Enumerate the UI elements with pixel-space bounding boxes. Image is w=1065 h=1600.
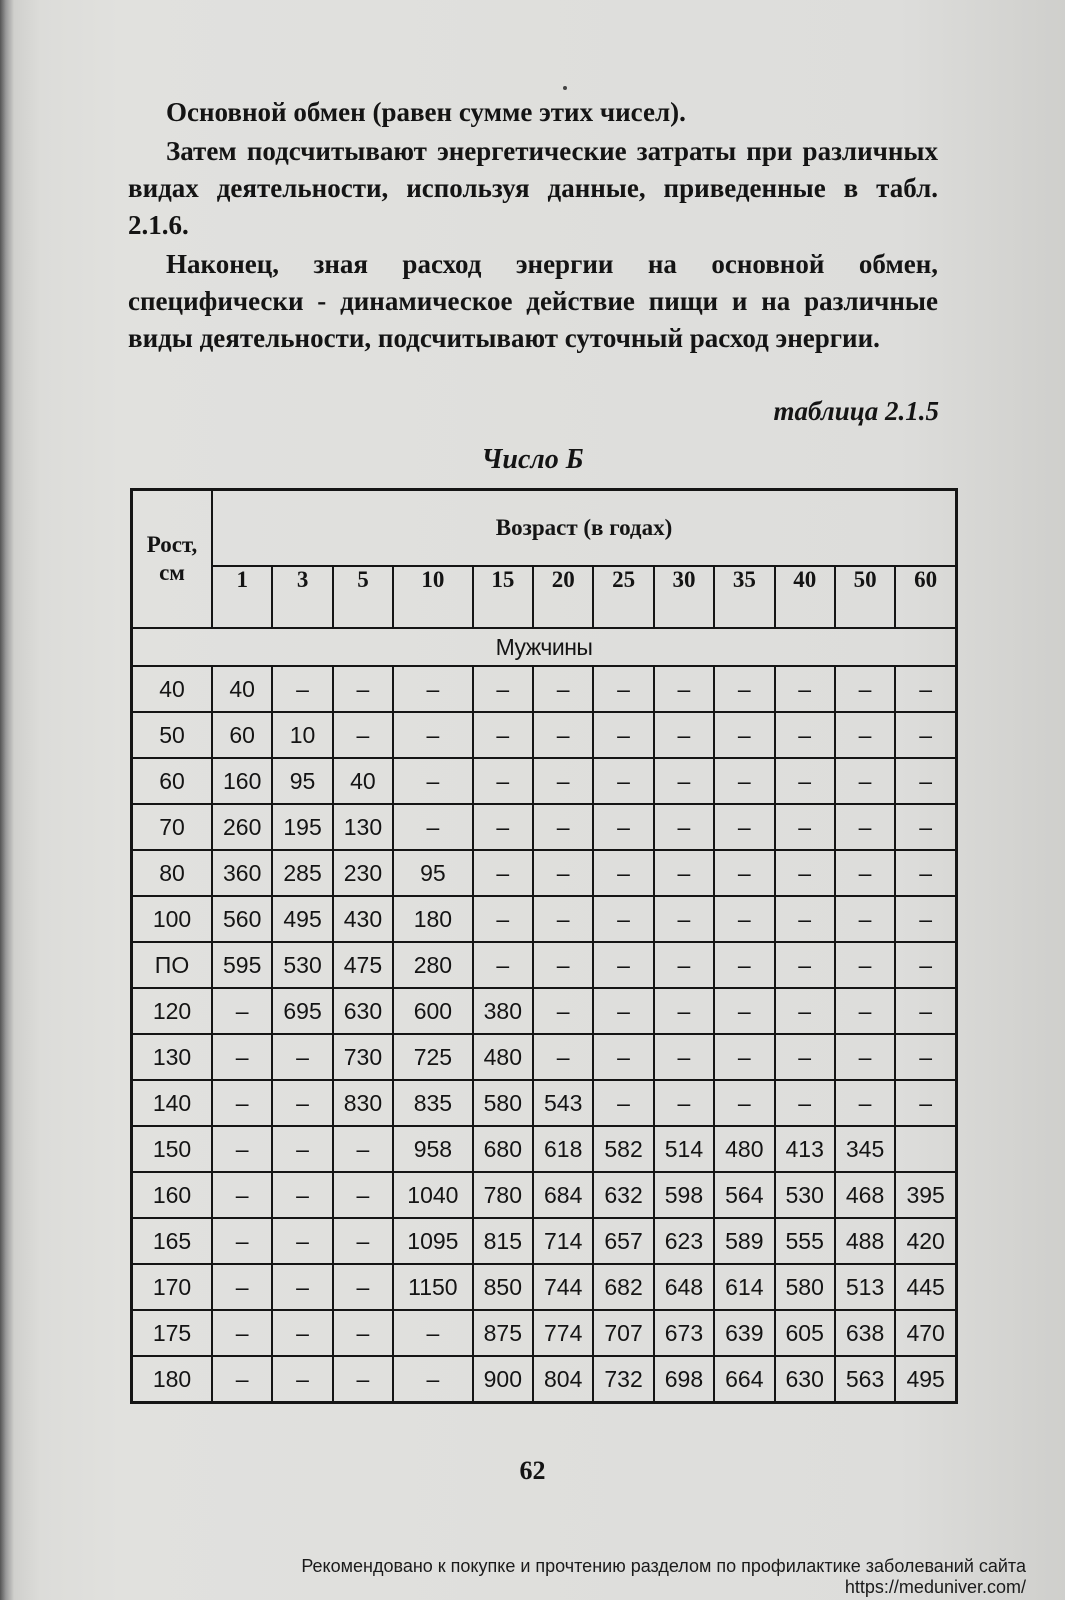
value-cell: 804 — [533, 1356, 593, 1403]
value-cell: 380 — [473, 988, 533, 1034]
value-cell: – — [212, 988, 272, 1034]
age-header-cell: 60 — [895, 566, 956, 628]
height-cell: 150 — [132, 1126, 213, 1172]
value-cell: – — [714, 712, 774, 758]
value-cell: 195 — [272, 804, 332, 850]
value-cell: 657 — [593, 1218, 653, 1264]
value-cell: – — [212, 1126, 272, 1172]
value-cell: – — [835, 850, 895, 896]
value-cell: – — [272, 1218, 332, 1264]
value-cell: – — [714, 758, 774, 804]
value-cell: 95 — [393, 850, 473, 896]
value-cell: 630 — [775, 1356, 835, 1403]
table-row — [132, 942, 957, 988]
value-cell: – — [272, 666, 332, 712]
height-cell: 70 — [132, 804, 213, 850]
age-header-cell: 1 — [212, 566, 272, 628]
value-cell: 60 — [212, 712, 272, 758]
value-cell: 480 — [714, 1126, 774, 1172]
value-cell: 530 — [775, 1172, 835, 1218]
height-cell: 50 — [132, 712, 213, 758]
value-cell: – — [212, 1172, 272, 1218]
value-cell: – — [473, 804, 533, 850]
page-number: 62 — [519, 1456, 546, 1485]
value-cell: – — [393, 804, 473, 850]
value-cell: – — [212, 1310, 272, 1356]
value-cell: – — [272, 1172, 332, 1218]
value-cell: – — [212, 1080, 272, 1126]
value-cell: – — [533, 988, 593, 1034]
value-cell: 648 — [654, 1264, 714, 1310]
value-cell: 900 — [473, 1356, 533, 1403]
age-header-cell: 5 — [333, 566, 393, 628]
row-header-height: Рост, см — [132, 490, 213, 629]
value-cell: 623 — [654, 1218, 714, 1264]
value-cell: – — [393, 758, 473, 804]
value-cell: – — [775, 896, 835, 942]
value-cell: – — [333, 1356, 393, 1403]
value-cell: 430 — [333, 896, 393, 942]
value-cell: 514 — [654, 1126, 714, 1172]
value-cell: 280 — [393, 942, 473, 988]
value-cell: 130 — [333, 804, 393, 850]
age-header-cell: 20 — [533, 566, 593, 628]
table-row — [132, 666, 957, 712]
table-row — [132, 1310, 957, 1356]
value-cell: – — [714, 666, 774, 712]
value-cell: 600 — [393, 988, 473, 1034]
value-cell: – — [533, 896, 593, 942]
height-cell: 165 — [132, 1218, 213, 1264]
paragraph-energy-costs: Затем подсчитывают энергетические затраты при различных видах деятельности, используя данные, приведенные в табл. 2.1.6. — [128, 136, 938, 240]
value-cell: 560 — [212, 896, 272, 942]
value-cell: – — [775, 758, 835, 804]
value-cell: – — [473, 666, 533, 712]
value-cell: 850 — [473, 1264, 533, 1310]
value-cell: – — [272, 1034, 332, 1080]
height-cell: 175 — [132, 1310, 213, 1356]
value-cell: 180 — [393, 896, 473, 942]
value-cell: – — [714, 804, 774, 850]
value-cell: 40 — [212, 666, 272, 712]
value-cell: 730 — [333, 1034, 393, 1080]
value-cell: – — [654, 1034, 714, 1080]
table-row — [132, 1218, 957, 1264]
value-cell: – — [775, 804, 835, 850]
value-cell: – — [593, 1034, 653, 1080]
value-cell: – — [654, 666, 714, 712]
value-cell: – — [654, 942, 714, 988]
value-cell: 614 — [714, 1264, 774, 1310]
value-cell: – — [272, 1080, 332, 1126]
table-row — [132, 1264, 957, 1310]
value-cell: 875 — [473, 1310, 533, 1356]
value-cell: – — [333, 1126, 393, 1172]
value-cell: 564 — [714, 1172, 774, 1218]
value-cell: 639 — [714, 1310, 774, 1356]
value-cell: – — [775, 712, 835, 758]
value-cell: 1150 — [393, 1264, 473, 1310]
value-cell: – — [775, 666, 835, 712]
value-cell: 695 — [272, 988, 332, 1034]
value-cell: – — [895, 850, 956, 896]
table-row — [132, 1080, 957, 1126]
value-cell: – — [212, 1218, 272, 1264]
table-row — [132, 804, 957, 850]
age-header-cell: 15 — [473, 566, 533, 628]
value-cell: 555 — [775, 1218, 835, 1264]
table-row — [132, 712, 957, 758]
table-row — [132, 1126, 957, 1172]
value-cell: 230 — [333, 850, 393, 896]
value-cell: – — [593, 896, 653, 942]
table-row — [132, 758, 957, 804]
value-cell: – — [654, 988, 714, 1034]
section-men: Мужчины — [132, 628, 957, 666]
value-cell: 632 — [593, 1172, 653, 1218]
value-cell: – — [473, 850, 533, 896]
value-cell: – — [333, 1310, 393, 1356]
value-cell: – — [473, 896, 533, 942]
value-cell: – — [654, 1080, 714, 1126]
age-header-cell: 25 — [593, 566, 653, 628]
value-cell: – — [895, 988, 956, 1034]
value-cell: – — [895, 942, 956, 988]
value-cell: – — [714, 850, 774, 896]
value-cell: – — [593, 666, 653, 712]
value-cell: – — [835, 666, 895, 712]
value-cell: – — [393, 1356, 473, 1403]
value-cell: – — [533, 758, 593, 804]
paragraph-basal-metabolism: Основной обмен (равен сумме этих чисел). — [166, 97, 686, 127]
height-cell: 80 — [132, 850, 213, 896]
value-cell: – — [835, 712, 895, 758]
value-cell: 360 — [212, 850, 272, 896]
value-cell: – — [775, 850, 835, 896]
value-cell: 589 — [714, 1218, 774, 1264]
footer-recommendation: Рекомендовано к покупке и прочтению разделом по профилактике заболеваний сайта https://meduniver.com/ — [301, 1556, 1026, 1597]
value-cell: 598 — [654, 1172, 714, 1218]
height-cell: 120 — [132, 988, 213, 1034]
value-cell: – — [533, 850, 593, 896]
value-cell: 285 — [272, 850, 332, 896]
value-cell: 595 — [212, 942, 272, 988]
value-cell: – — [593, 712, 653, 758]
height-cell: 140 — [132, 1080, 213, 1126]
value-cell: – — [835, 988, 895, 1034]
value-cell: 682 — [593, 1264, 653, 1310]
value-cell: – — [714, 1080, 774, 1126]
value-cell: – — [654, 850, 714, 896]
height-cell: 160 — [132, 1172, 213, 1218]
value-cell: – — [473, 758, 533, 804]
height-cell: 170 — [132, 1264, 213, 1310]
value-cell: – — [714, 988, 774, 1034]
height-cell: 130 — [132, 1034, 213, 1080]
age-header-row — [132, 566, 957, 628]
value-cell: 260 — [212, 804, 272, 850]
value-cell: – — [895, 758, 956, 804]
value-cell: 732 — [593, 1356, 653, 1403]
value-cell: 673 — [654, 1310, 714, 1356]
value-cell: 684 — [533, 1172, 593, 1218]
value-cell: – — [835, 758, 895, 804]
value-cell: – — [895, 804, 956, 850]
height-cell: 180 — [132, 1356, 213, 1403]
value-cell: – — [473, 942, 533, 988]
value-cell: – — [333, 1172, 393, 1218]
value-cell: 543 — [533, 1080, 593, 1126]
value-cell: 1040 — [393, 1172, 473, 1218]
value-cell: – — [835, 896, 895, 942]
value-cell: 488 — [835, 1218, 895, 1264]
print-speck — [563, 86, 567, 90]
value-cell: – — [835, 942, 895, 988]
value-cell: 513 — [835, 1264, 895, 1310]
value-cell: 680 — [473, 1126, 533, 1172]
table-row — [132, 1172, 957, 1218]
value-cell: 1095 — [393, 1218, 473, 1264]
table-row — [132, 896, 957, 942]
value-cell: 530 — [272, 942, 332, 988]
age-header-cell: 10 — [393, 566, 473, 628]
height-cell: 40 — [132, 666, 213, 712]
value-cell: 475 — [333, 942, 393, 988]
value-cell: – — [835, 1034, 895, 1080]
value-cell: – — [212, 1034, 272, 1080]
value-cell: – — [895, 1080, 956, 1126]
value-cell: – — [654, 896, 714, 942]
value-cell: – — [593, 804, 653, 850]
value-cell: 160 — [212, 758, 272, 804]
value-cell: – — [895, 896, 956, 942]
value-cell: – — [593, 1080, 653, 1126]
value-cell: – — [714, 896, 774, 942]
value-cell: 470 — [895, 1310, 956, 1356]
value-cell: – — [835, 1080, 895, 1126]
age-header-cell: 30 — [654, 566, 714, 628]
value-cell: – — [272, 1126, 332, 1172]
value-cell: – — [895, 666, 956, 712]
value-cell: – — [775, 988, 835, 1034]
page-edge-shadow — [0, 0, 14, 1600]
value-cell: – — [714, 942, 774, 988]
value-cell: 468 — [835, 1172, 895, 1218]
table-row — [132, 1356, 957, 1403]
value-cell: 395 — [895, 1172, 956, 1218]
value-cell: – — [393, 712, 473, 758]
value-cell: – — [393, 666, 473, 712]
value-cell: 815 — [473, 1218, 533, 1264]
value-cell: – — [272, 1356, 332, 1403]
age-header-cell: 50 — [835, 566, 895, 628]
table-caption: таблица 2.1.5 — [773, 396, 939, 426]
value-cell: 40 — [333, 758, 393, 804]
table-row — [132, 850, 957, 896]
value-cell: 725 — [393, 1034, 473, 1080]
value-cell: 835 — [393, 1080, 473, 1126]
value-cell: – — [895, 712, 956, 758]
number-b-table — [130, 488, 958, 1404]
value-cell — [895, 1126, 956, 1172]
value-cell: 95 — [272, 758, 332, 804]
value-cell: – — [533, 712, 593, 758]
paragraph-daily-expenditure: Наконец, зная расход энергии на основной обмен, специфически - динамическое действие пищи и на различные виды деятельности, подсчитывают суточный расход энергии. — [128, 249, 938, 353]
value-cell: 774 — [533, 1310, 593, 1356]
value-cell: 707 — [593, 1310, 653, 1356]
value-cell: 958 — [393, 1126, 473, 1172]
value-cell: – — [393, 1310, 473, 1356]
value-cell: – — [654, 758, 714, 804]
value-cell: – — [593, 988, 653, 1034]
value-cell: 495 — [895, 1356, 956, 1403]
value-cell: – — [212, 1264, 272, 1310]
table-row — [132, 1034, 957, 1080]
value-cell: 618 — [533, 1126, 593, 1172]
value-cell: – — [895, 1034, 956, 1080]
value-cell: – — [333, 1218, 393, 1264]
value-cell: – — [533, 942, 593, 988]
value-cell: 420 — [895, 1218, 956, 1264]
value-cell: 495 — [272, 896, 332, 942]
value-cell: 563 — [835, 1356, 895, 1403]
value-cell: 830 — [333, 1080, 393, 1126]
value-cell: 605 — [775, 1310, 835, 1356]
value-cell: 638 — [835, 1310, 895, 1356]
value-cell: – — [593, 942, 653, 988]
value-cell: 10 — [272, 712, 332, 758]
height-cell: ПО — [132, 942, 213, 988]
age-header-cell: 40 — [775, 566, 835, 628]
value-cell: – — [272, 1310, 332, 1356]
value-cell: – — [212, 1356, 272, 1403]
value-cell: 480 — [473, 1034, 533, 1080]
value-cell: 664 — [714, 1356, 774, 1403]
value-cell: – — [775, 1080, 835, 1126]
value-cell: 744 — [533, 1264, 593, 1310]
value-cell: 580 — [775, 1264, 835, 1310]
value-cell: – — [775, 1034, 835, 1080]
value-cell: – — [333, 1264, 393, 1310]
value-cell: – — [654, 712, 714, 758]
value-cell: – — [473, 712, 533, 758]
value-cell: 345 — [835, 1126, 895, 1172]
table-row — [132, 988, 957, 1034]
table-title: Число Б — [481, 444, 584, 475]
value-cell: – — [775, 942, 835, 988]
value-cell: 413 — [775, 1126, 835, 1172]
column-header-age: Возраст (в годах) — [212, 490, 957, 567]
value-cell: 582 — [593, 1126, 653, 1172]
value-cell: – — [333, 712, 393, 758]
value-cell: – — [533, 804, 593, 850]
value-cell: 780 — [473, 1172, 533, 1218]
value-cell: – — [654, 804, 714, 850]
value-cell: – — [272, 1264, 332, 1310]
value-cell: – — [835, 804, 895, 850]
value-cell: – — [593, 850, 653, 896]
value-cell: 630 — [333, 988, 393, 1034]
value-cell: – — [533, 1034, 593, 1080]
value-cell: – — [533, 666, 593, 712]
value-cell: – — [714, 1034, 774, 1080]
age-header-cell: 35 — [714, 566, 774, 628]
value-cell: 714 — [533, 1218, 593, 1264]
height-cell: 100 — [132, 896, 213, 942]
value-cell: – — [593, 758, 653, 804]
value-cell: 445 — [895, 1264, 956, 1310]
age-header-cell: 3 — [272, 566, 332, 628]
value-cell: 698 — [654, 1356, 714, 1403]
value-cell: – — [333, 666, 393, 712]
height-cell: 60 — [132, 758, 213, 804]
value-cell: 580 — [473, 1080, 533, 1126]
